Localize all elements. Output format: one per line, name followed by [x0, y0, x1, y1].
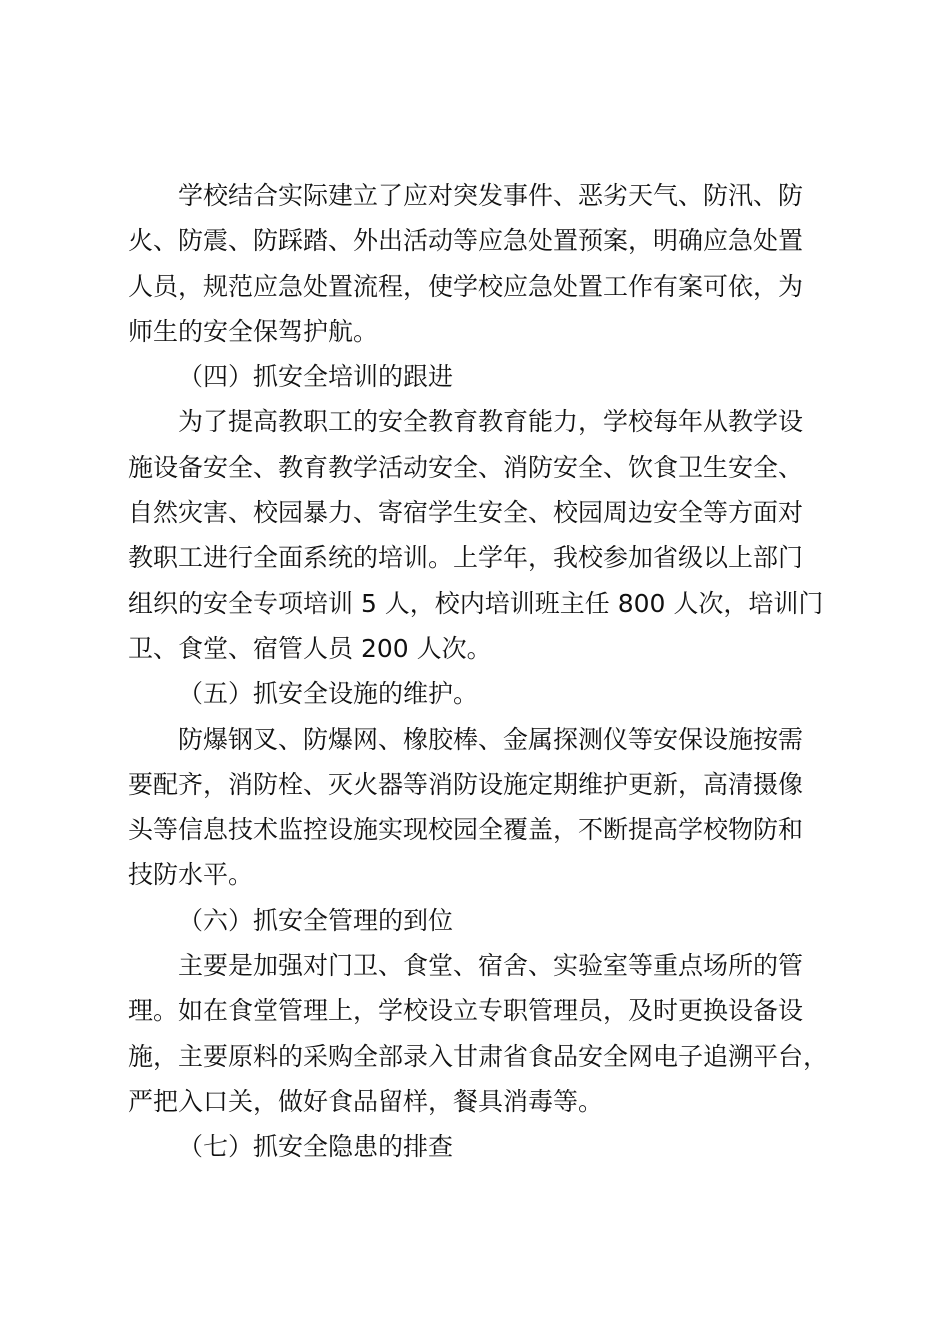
text-line: 卫、食堂、宿管人员 200 人次。 [128, 633, 492, 663]
paragraph-training [128, 399, 848, 671]
text-line: 火、防震、防踩踏、外出活动等应急处置预案，明确应急处置 [128, 226, 804, 256]
document-body [128, 173, 848, 1170]
paragraph-facilities [128, 717, 848, 898]
section-heading-inspection: （七）抓安全隐患的排查 [178, 1132, 454, 1162]
text-line: 人员，规范应急处置流程，使学校应急处置工作有案可依，为 [128, 271, 804, 301]
section-heading-facilities: （五）抓安全设施的维护。 [178, 679, 479, 709]
section-heading-management: （六）抓安全管理的到位 [178, 905, 454, 935]
text-line: 理。如在食堂管理上，学校设立专职管理员，及时更换设备设 [128, 996, 804, 1026]
text-line: 主要是加强对门卫、食堂、宿舍、实验室等重点场所的管 [178, 951, 804, 981]
text-line: 组织的安全专项培训 5 人，校内培训班主任 800 人次，培训门 [128, 588, 824, 618]
text-line: 教职工进行全面系统的培训。上学年，我校参加省级以上部门 [128, 543, 804, 573]
paragraph-emergency-plans [128, 173, 848, 354]
text-line: 要配齐，消防栓、灭火器等消防设施定期维护更新，高清摄像 [128, 769, 804, 799]
text-line: 学校结合实际建立了应对突发事件、恶劣天气、防汛、防 [178, 181, 804, 210]
text-line: 技防水平。 [128, 860, 254, 890]
section-heading-training: （四）抓安全培训的跟进 [178, 362, 454, 392]
text-line: 防爆钢叉、防爆网、橡胶棒、金属探测仪等安保设施按需 [178, 724, 804, 754]
text-line: 施，主要原料的采购全部录入甘肃省食品安全网电子追溯平台， [128, 1041, 829, 1071]
text-line: 施设备安全、教育教学活动安全、消防安全、饮食卫生安全、 [128, 452, 804, 482]
text-line: 自然灾害、校园暴力、寄宿学生安全、校园周边安全等方面对 [128, 498, 804, 528]
paragraph-management [128, 943, 848, 1124]
text-line: 师生的安全保驾护航。 [128, 316, 379, 346]
text-line: 头等信息技术监控设施实现校园全覆盖，不断提高学校物防和 [128, 815, 804, 845]
text-line: 为了提高教职工的安全教育教育能力，学校每年从教学设 [178, 407, 804, 437]
text-line: 严把入口关，做好食品留样，餐具消毒等。 [128, 1086, 604, 1116]
